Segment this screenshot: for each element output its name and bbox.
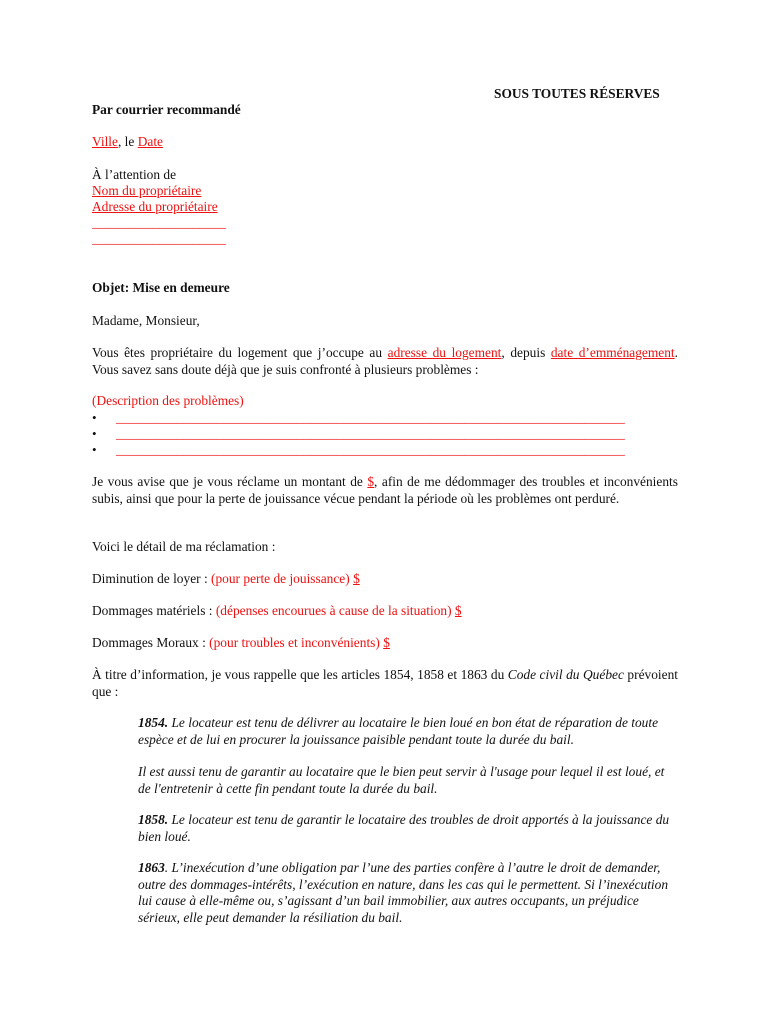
attention-label: À l’attention de xyxy=(92,167,177,182)
dwelling-address-field[interactable]: adresse du logement xyxy=(387,345,502,360)
article-1863 xyxy=(138,860,678,926)
detail-amount-field[interactable]: $ xyxy=(454,603,462,618)
city-field[interactable]: Ville xyxy=(92,134,118,149)
owner-address-field[interactable]: Adresse du propriétaire xyxy=(92,199,218,214)
detail-material-damages xyxy=(92,603,462,620)
article-text: Il est aussi tenu de garantir au locataire que le bien peut servir à l'usage pour lequel il est loué, et de l'entretenir à cette fin pendant toute la durée du bail. xyxy=(138,764,665,796)
reserve-heading: SOUS TOUTES RÉSERVES xyxy=(494,86,660,101)
problem-blank-line[interactable]: ____________________________________________________________________________ xyxy=(116,410,625,425)
article-number: 1858. xyxy=(138,812,169,827)
reminder-text: prévoient que : xyxy=(92,667,678,699)
bullet-icon: • xyxy=(92,442,97,457)
intro-paragraph xyxy=(92,345,678,378)
article-1854 xyxy=(138,715,678,748)
article-text: Le locateur est tenu de délivrer au locataire le bien loué en bon état de réparation de toute espèce et de lui en procurer la jouissance paisible pendant toute la durée du bail. xyxy=(138,715,659,747)
intro-text: . Vous savez sans doute déjà que je suis confronté à plusieurs problèmes : xyxy=(92,345,679,377)
intro-text: , depuis xyxy=(501,345,551,360)
detail-label: Dommages Moraux : xyxy=(92,635,210,650)
subject-line: Objet: Mise en demeure xyxy=(92,280,230,295)
claim-text: Je vous avise que je vous réclame un montant de xyxy=(92,474,368,489)
civil-code-title: Code civil du Québec xyxy=(507,667,624,682)
claim-text: , afin de me dédommager des troubles et inconvénients subis, ainsi que pour la perte de jouissance vécue pendant la période où les problèmes ont perduré. xyxy=(92,474,678,506)
problems-label: (Description des problèmes) xyxy=(92,393,244,408)
place-date-line xyxy=(92,134,163,151)
owner-name-field[interactable]: Nom du propriétaire xyxy=(92,183,202,198)
article-text: . L’inexécution d’une obligation par l’une des parties confère à l’autre le droit de demander, outre des dommages-intérêts, l’exécution en nature, dans les cas qui le permettent. Si l’inexécution lui cause à elle-même ou, s’agissant d’un bail immobilier, aux autres occupants, un préjudice sérieux, elle peut demander la résiliation du bail. xyxy=(138,860,669,925)
address-blank-line[interactable]: ____________________ xyxy=(92,231,226,246)
detail-note: (pour perte de jouissance) xyxy=(211,571,354,586)
reminder-text: À titre d’information, je vous rappelle que les articles 1854, 1858 et 1863 du xyxy=(92,667,508,682)
article-number: 1863 xyxy=(138,860,165,875)
detail-intro: Voici le détail de ma réclamation : xyxy=(92,539,276,554)
place-date-separator: , le xyxy=(117,134,138,149)
reminder-paragraph xyxy=(92,667,678,700)
list-item xyxy=(92,426,652,442)
intro-text: Vous êtes propriétaire du logement que j’occupe au xyxy=(92,345,388,360)
detail-note: (pour troubles et inconvénients) xyxy=(209,635,384,650)
problem-blank-line[interactable]: ____________________________________________________________________________ xyxy=(116,442,625,457)
list-item xyxy=(92,410,652,426)
bullet-icon: • xyxy=(92,426,97,441)
claim-paragraph xyxy=(92,474,678,507)
detail-moral-damages xyxy=(92,635,390,652)
move-in-date-field[interactable]: date d’emménagement xyxy=(550,345,675,360)
detail-label: Dommages matériels : xyxy=(92,603,216,618)
detail-note: (dépenses encourues à cause de la situation) xyxy=(215,603,455,618)
list-item xyxy=(92,442,652,458)
salutation: Madame, Monsieur, xyxy=(92,313,200,328)
date-field[interactable]: Date xyxy=(137,134,163,149)
detail-amount-field[interactable]: $ xyxy=(383,635,390,650)
detail-label: Diminution de loyer : xyxy=(92,571,212,586)
article-text: Le locateur est tenu de garantir le locataire des troubles de droit apportés à la jouissance du bien loué. xyxy=(138,812,670,844)
address-blank-line[interactable]: ____________________ xyxy=(92,215,226,230)
delivery-mode: Par courrier recommandé xyxy=(92,102,241,117)
detail-amount-field[interactable]: $ xyxy=(353,571,360,586)
article-1854-continued xyxy=(138,764,678,797)
claim-amount-field[interactable]: $ xyxy=(367,474,375,489)
bullet-icon: • xyxy=(92,410,97,425)
article-number: 1854. xyxy=(138,715,169,730)
article-1858 xyxy=(138,812,678,845)
problem-blank-line[interactable]: ____________________________________________________________________________ xyxy=(116,426,625,441)
detail-rent-reduction xyxy=(92,571,360,588)
